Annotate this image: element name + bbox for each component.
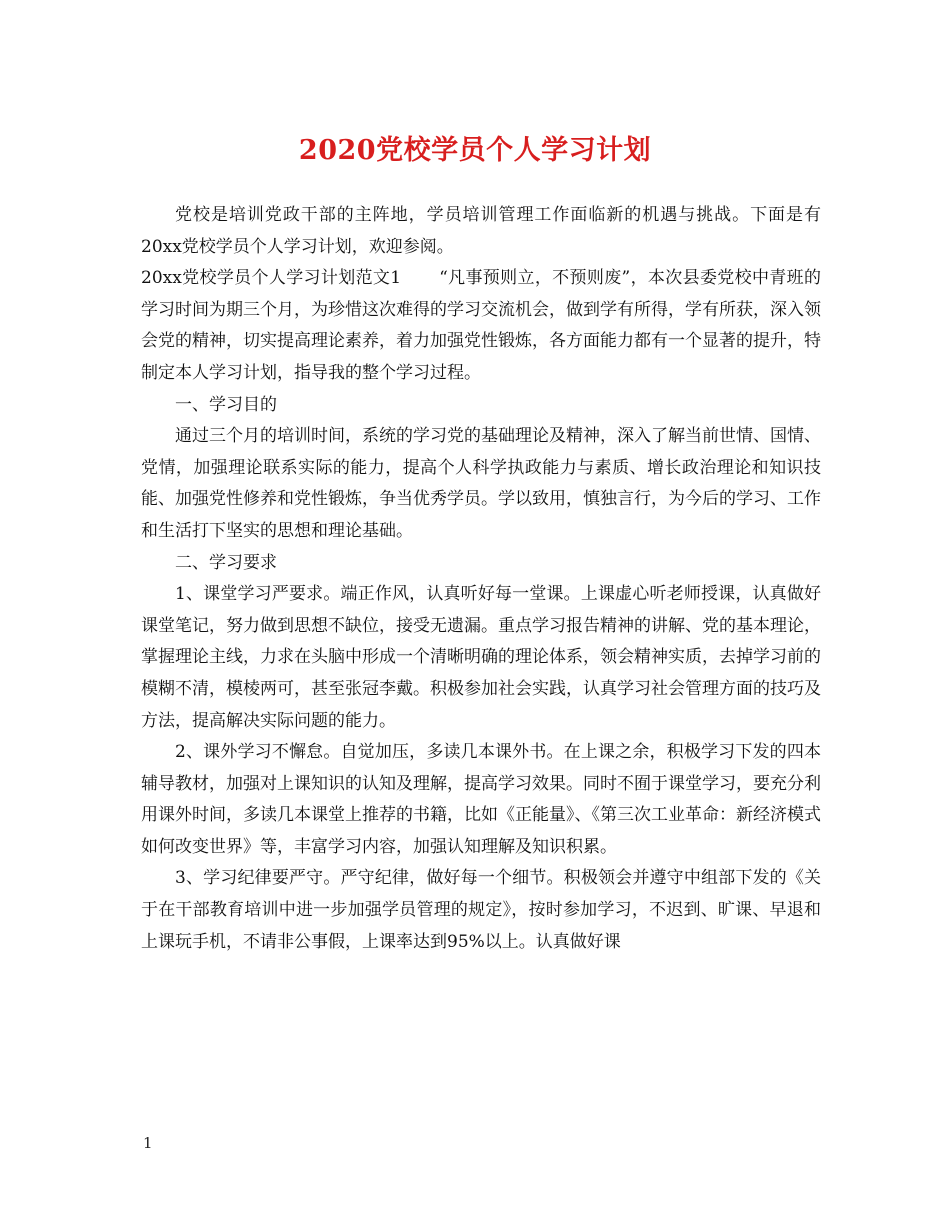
intro-paragraph: 党校是培训党政干部的主阵地，学员培训管理工作面临新的机遇与挑战。下面是有20xx党校学员个人学习计划，欢迎参阅。 (141, 205, 821, 257)
purpose-paragraph: 通过三个月的培训时间，系统的学习党的基础理论及精神，深入了解当前世情、国情、党情，加强理论联系实际的能力，提高个人科学执政能力与素质、增长政治理论和知识技能、加强党性修养和党性锻炼，争当优秀学员。学以致用，慎独言行，为今后的学习、工作和生活打下坚实的思想和理论基础。 (141, 426, 821, 541)
sample-text: “凡事预则立，不预则废”，本次县委党校中青班的学习时间为期三个月，为珍惜这次难得的学习交流机会，做到学有所得，学有所获，深入领会党的精神，切实提高理论素养，着力加强党性锻炼，各方面能力都有一个显著的提升，特制定本人学习计划，指导我的整个学习过程。 (141, 268, 821, 383)
document-body (141, 200, 821, 958)
sample-paragraph (141, 263, 821, 389)
requirement-paragraph-2: 2、课外学习不懈怠。自觉加压，多读几本课外书。在上课之余，积极学习下发的四本辅导教材，加强对上课知识的认知及理解，提高学习效果。同时不囿于课堂学习，要充分利用课外时间，多读几本课堂上推荐的书籍，比如《正能量》、《第三次工业革命：新经济模式如何改变世界》等，丰富学习内容，加强认知理解及知识积累。 (141, 742, 821, 857)
section-heading-requirements: 二、学习要求 (175, 552, 277, 573)
page-number: 1 (143, 1134, 153, 1152)
requirement-paragraph-1: 1、课堂学习严要求。端正作风，认真听好每一堂课。上课虚心听老师授课，认真做好课堂笔记，努力做到思想不缺位，接受无遗漏。重点学习报告精神的讲解、党的基本理论，掌握理论主线，力求在头脑中形成一个清晰明确的理论体系，领会精神实质，去掉学习前的模糊不清，模棱两可，甚至张冠李戴。积极参加社会实践，认真学习社会管理方面的技巧及方法，提高解决实际问题的能力。 (141, 584, 821, 731)
section-heading-purpose: 一、学习目的 (175, 394, 277, 415)
requirement-paragraph-3: 3、学习纪律要严守。严守纪律，做好每一个细节。积极领会并遵守中组部下发的《关于在干部教育培训中进一步加强学员管理的规定》，按时参加学习，不迟到、旷课、早退和上课玩手机，不请非公事假，上课率达到95%以上。认真做好课 (141, 868, 821, 952)
document-title: 2020党校学员个人学习计划 (298, 135, 652, 166)
sample-heading: 20xx党校学员个人学习计划范文1 (141, 268, 402, 289)
